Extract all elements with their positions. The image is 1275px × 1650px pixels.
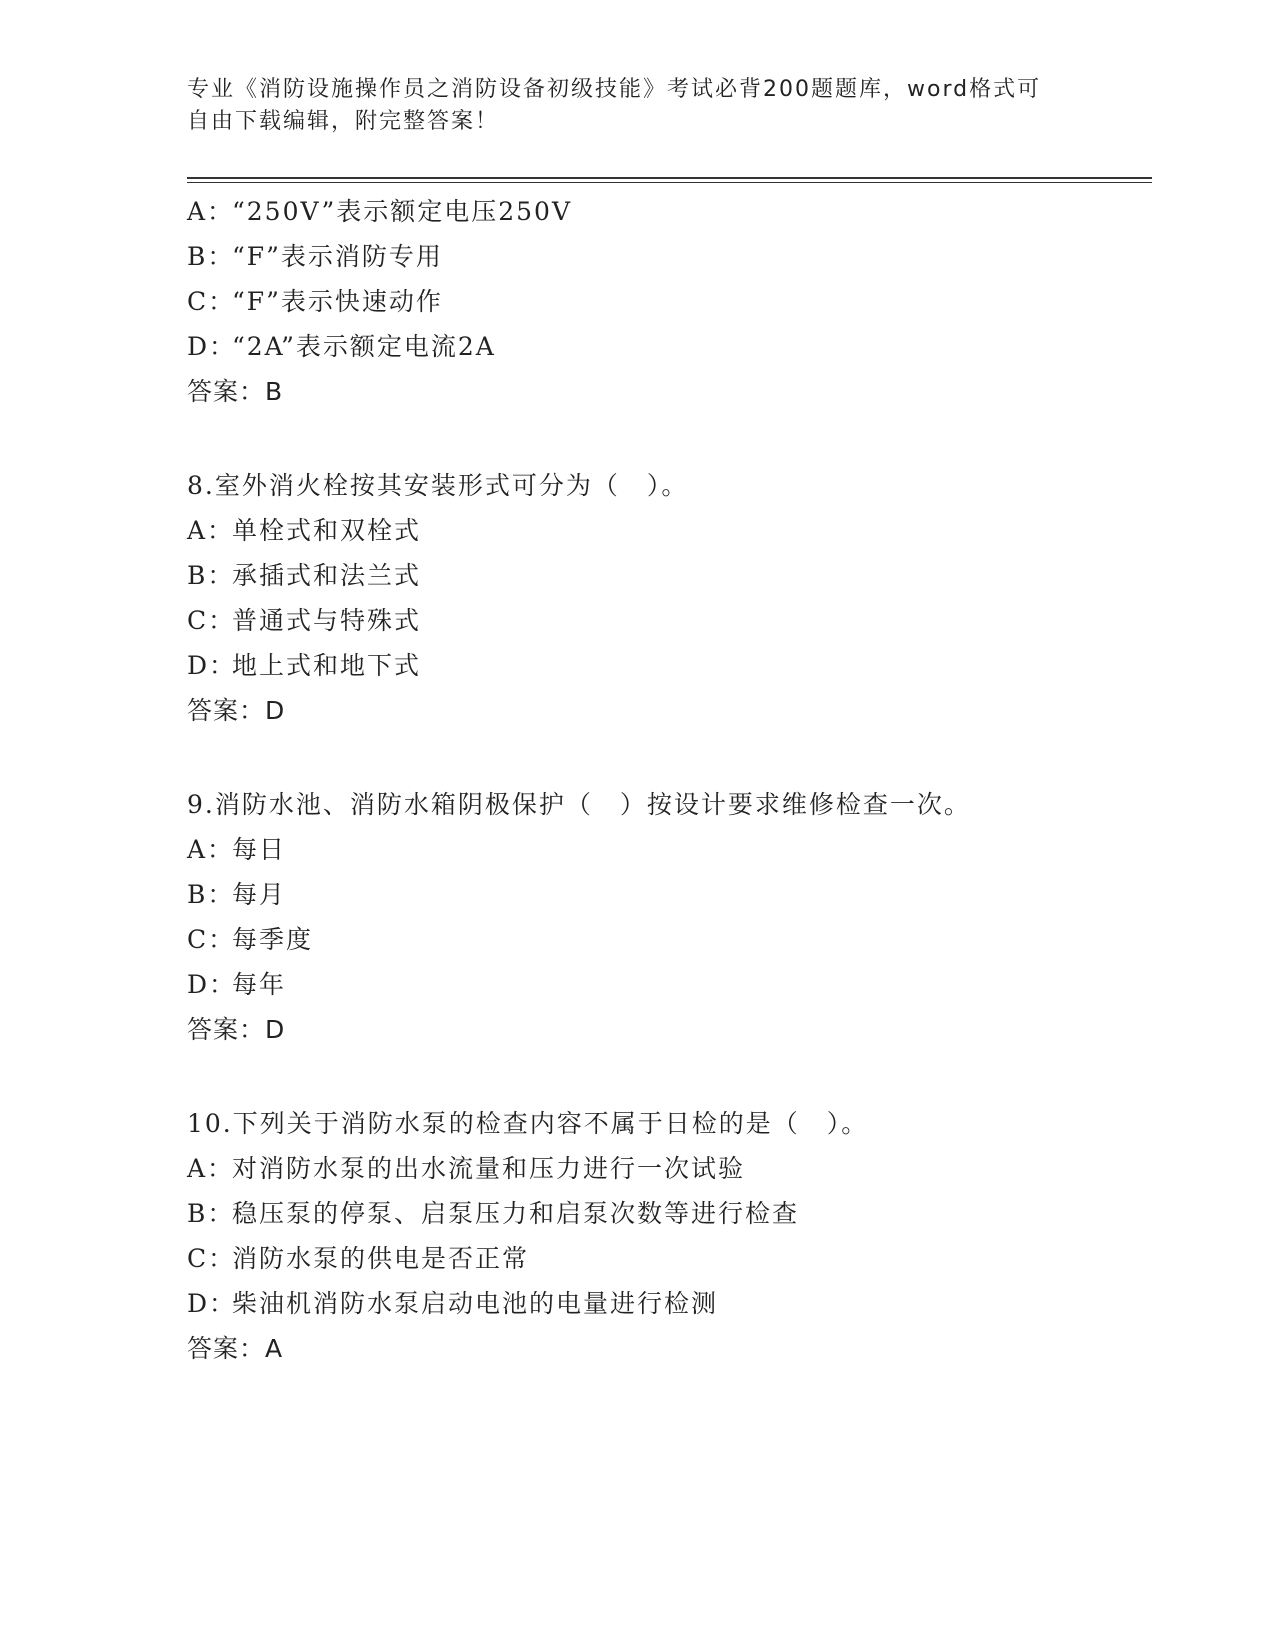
- option-text: 对消防水泵的出水流量和压力进行一次试验: [232, 1154, 746, 1183]
- header-divider-thin: [187, 182, 1152, 183]
- option-letter: A：: [187, 1154, 235, 1183]
- option-text: 消防水泵的供电是否正常: [232, 1244, 530, 1273]
- option-letter: A：: [187, 516, 235, 545]
- question-block-9: [187, 782, 1152, 1052]
- option-text: 地上式和地下式: [232, 651, 422, 680]
- option-letter: D：: [187, 332, 237, 361]
- option-letter: B：: [187, 880, 235, 909]
- option-letter: D：: [187, 1289, 237, 1318]
- option-text: “F”表示消防专用: [232, 242, 443, 271]
- option-text: 每季度: [232, 925, 314, 954]
- option-letter: A：: [187, 835, 235, 864]
- option-a: [187, 1146, 1152, 1191]
- spacer: [187, 414, 1152, 463]
- option-c: [187, 279, 1152, 324]
- option-letter: B：: [187, 561, 235, 590]
- answer-line: 答案：A: [187, 1334, 284, 1363]
- question-block-8: [187, 463, 1152, 733]
- option-letter: C：: [187, 606, 236, 635]
- question-block-7: [187, 189, 1152, 414]
- option-letter: C：: [187, 1244, 236, 1273]
- option-letter: D：: [187, 651, 237, 680]
- question-block-10: [187, 1101, 1152, 1371]
- question-text: 10.下列关于消防水泵的检查内容不属于日检的是（ ）。: [187, 1109, 869, 1138]
- question-text: 8.室外消火栓按其安装形式可分为（ ）。: [187, 471, 689, 500]
- option-text: “2A”表示额定电流2A: [232, 332, 496, 361]
- answer-line: 答案：D: [187, 1015, 286, 1044]
- option-c: [187, 1236, 1152, 1281]
- option-b: [187, 872, 1152, 917]
- header-line-2: 自由下载编辑，附完整答案！: [187, 109, 500, 134]
- option-text: 柴油机消防水泵启动电池的电量进行检测: [232, 1289, 719, 1318]
- option-c: [187, 917, 1152, 962]
- question-text: 9.消防水池、消防水箱阴极保护（ ）按设计要求维修检查一次。: [187, 790, 971, 819]
- option-b: [187, 234, 1152, 279]
- answer-line: 答案：D: [187, 696, 286, 725]
- option-a: [187, 508, 1152, 553]
- option-b: [187, 553, 1152, 598]
- option-letter: C：: [187, 925, 236, 954]
- option-text: 每日: [232, 835, 287, 864]
- option-b: [187, 1191, 1152, 1236]
- option-text: 每年: [232, 970, 287, 999]
- header-divider-thick: [187, 177, 1152, 179]
- option-text: 每月: [232, 880, 287, 909]
- option-letter: D：: [187, 970, 237, 999]
- header-line-1: 专业《消防设施操作员之消防设备初级技能》考试必背200题题库，word格式可: [187, 77, 1042, 102]
- option-letter: C：: [187, 287, 236, 316]
- document-header: [187, 74, 1067, 138]
- answer-line: 答案：B: [187, 377, 284, 406]
- spacer: [187, 733, 1152, 782]
- option-text: 承插式和法兰式: [232, 561, 422, 590]
- option-letter: B：: [187, 242, 235, 271]
- option-d: [187, 1281, 1152, 1326]
- option-d: [187, 324, 1152, 369]
- option-d: [187, 643, 1152, 688]
- option-letter: B：: [187, 1199, 235, 1228]
- option-a: [187, 827, 1152, 872]
- option-letter: A：: [187, 197, 235, 226]
- option-c: [187, 598, 1152, 643]
- option-d: [187, 962, 1152, 1007]
- option-text: 普通式与特殊式: [232, 606, 422, 635]
- option-text: 稳压泵的停泵、启泵压力和启泵次数等进行检查: [232, 1199, 800, 1228]
- spacer: [187, 1052, 1152, 1101]
- option-text: 单栓式和双栓式: [232, 516, 422, 545]
- question-list: [187, 189, 1152, 1371]
- option-text: “F”表示快速动作: [232, 287, 443, 316]
- option-text: “250V”表示额定电压250V: [232, 197, 573, 226]
- option-a: [187, 189, 1152, 234]
